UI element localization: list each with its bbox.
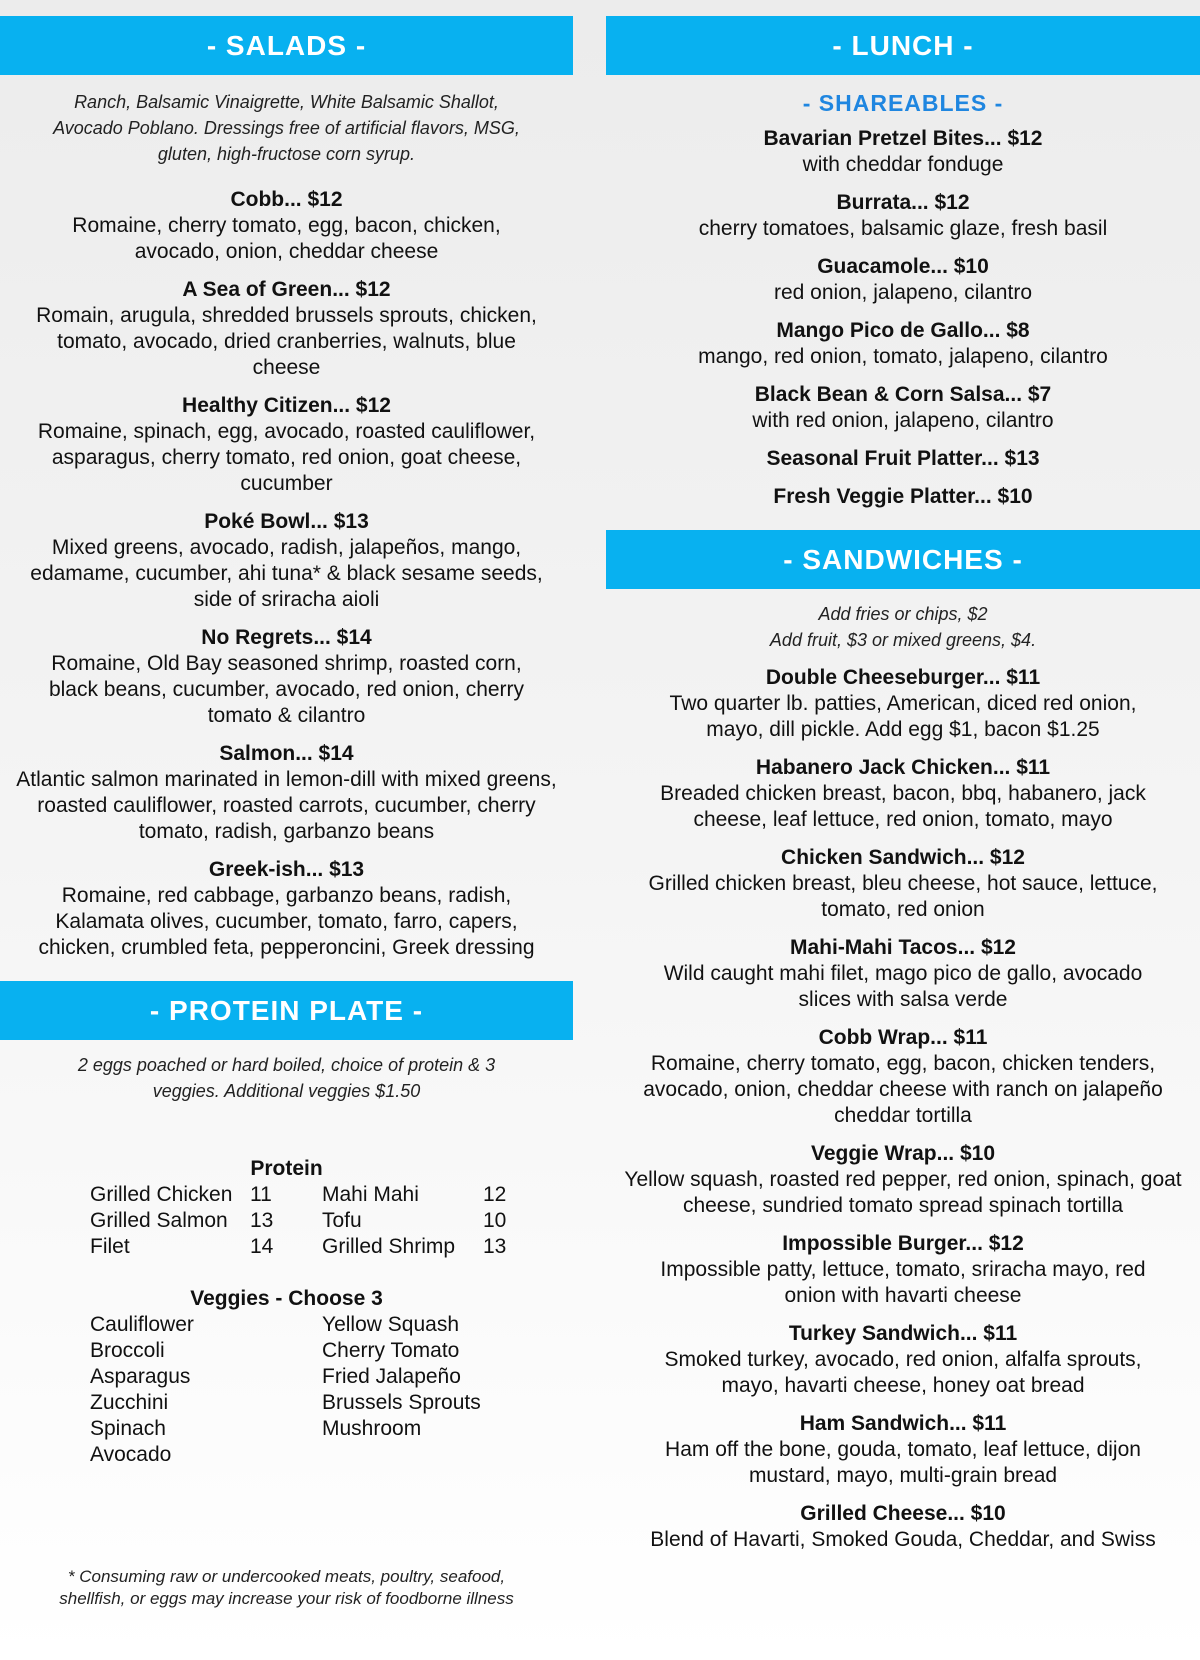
right-column (606, 0, 1200, 1553)
sandwiches-heading: - SANDWICHES - (606, 530, 1200, 589)
menu-item (0, 509, 573, 613)
veggies-title: Veggies - Choose 3 (190, 1287, 383, 1310)
protein-section (0, 1156, 573, 1260)
salads-heading: - SALADS - (0, 16, 573, 75)
sandwiches-addons-note (606, 601, 1200, 653)
veggies-column-left (90, 1312, 322, 1468)
menu-item (606, 318, 1200, 370)
shareables-subheading: - SHAREABLES - (802, 90, 1004, 116)
veggie-item: Cauliflower (90, 1313, 194, 1336)
item-description: Romaine, cherry tomato, egg, bacon, chicken tenders, avocado, onion, cheddar cheese with ranch on jalapeño cheddar tortilla (643, 1052, 1163, 1127)
item-name: A Sea of Green... $12 (182, 278, 391, 301)
menu-item (606, 1025, 1200, 1129)
protein-price: 11 (250, 1183, 272, 1206)
item-description: red onion, jalapeno, cilantro (773, 281, 1032, 304)
veggies-grid (90, 1312, 573, 1468)
item-description: Wild caught mahi filet, mago pico de gallo, avocado slices with salsa verde (663, 962, 1143, 1011)
item-name: Poké Bowl... $13 (204, 510, 369, 533)
shareables-list (606, 126, 1200, 510)
protein-plate-note: 2 eggs poached or hard boiled, choice of protein & 3 veggies. Additional veggies $1.50 (77, 1055, 496, 1101)
menu-item (0, 187, 573, 265)
addon-note-line: Add fries or chips, $2 (818, 604, 988, 624)
item-description: Romaine, cherry tomato, egg, bacon, chicken, avocado, onion, cheddar cheese (72, 214, 501, 263)
veggie-item: Fried Jalapeño (322, 1365, 461, 1388)
item-description: with red onion, jalapeno, cilantro (752, 409, 1054, 432)
item-name: Healthy Citizen... $12 (182, 394, 391, 417)
protein-row (90, 1208, 573, 1234)
item-name: Greek-ish... $13 (208, 858, 365, 881)
menu-item (606, 1321, 1200, 1399)
item-name: Seasonal Fruit Platter... $13 (766, 447, 1040, 470)
foodborne-illness-disclaimer: * Consuming raw or undercooked meats, poultry, seafood, shellfish, or eggs may increase your risk of foodborne illness (59, 1567, 514, 1608)
menu-item (606, 755, 1200, 833)
menu-item (606, 845, 1200, 923)
item-name: Burrata... $12 (836, 191, 970, 214)
item-description: Blend of Havarti, Smoked Gouda, Cheddar, and Swiss (650, 1528, 1156, 1551)
protein-name: Filet (90, 1235, 130, 1258)
protein-price: 13 (483, 1235, 507, 1258)
veggie-item: Cherry Tomato (322, 1339, 460, 1362)
item-name: Black Bean & Corn Salsa... $7 (754, 383, 1052, 406)
menu-item (606, 382, 1200, 434)
protein-name: Grilled Salmon (90, 1209, 228, 1232)
menu-item (0, 277, 573, 381)
item-name: Grilled Cheese... $10 (800, 1502, 1006, 1525)
item-name: Guacamole... $10 (817, 255, 989, 278)
item-name: Veggie Wrap... $10 (810, 1142, 996, 1165)
item-name: Salmon... $14 (219, 742, 354, 765)
protein-price: 10 (483, 1209, 507, 1232)
item-name: Cobb Wrap... $11 (818, 1026, 988, 1049)
item-description: Romaine, red cabbage, garbanzo beans, radish, Kalamata olives, cucumber, tomato, farro, capers, chicken, crumbled feta, pepperoncini, Greek dressing (38, 884, 535, 959)
item-description: Impossible patty, lettuce, tomato, sriracha mayo, red onion with havarti cheese (660, 1258, 1146, 1307)
protein-price: 12 (483, 1183, 507, 1206)
lunch-heading: - LUNCH - (606, 16, 1200, 75)
item-description: cherry tomatoes, balsamic glaze, fresh basil (698, 217, 1108, 240)
addon-note-line: Add fruit, $3 or mixed greens, $4. (769, 630, 1037, 650)
salads-list (0, 187, 573, 961)
menu-item (0, 625, 573, 729)
item-name: Turkey Sandwich... $11 (788, 1322, 1018, 1345)
item-description: Romain, arugula, shredded brussels sprouts, chicken, tomato, avocado, dried cranberries, walnuts, blue cheese (36, 304, 537, 379)
protein-row (90, 1234, 573, 1260)
item-description: Grilled chicken breast, bleu cheese, hot sauce, lettuce, tomato, red onion (648, 872, 1158, 921)
protein-price: 14 (250, 1235, 274, 1258)
item-name: Mahi-Mahi Tacos... $12 (789, 936, 1016, 959)
menu-item (606, 1231, 1200, 1309)
menu-item (606, 254, 1200, 306)
salads-dressings-note: Ranch, Balsamic Vinaigrette, White Balsamic Shallot, Avocado Poblano. Dressings free of artificial flavors, MSG, gluten, high-fructose corn syrup. (53, 92, 520, 164)
menu-item (606, 1501, 1200, 1553)
veggie-item: Yellow Squash (322, 1313, 459, 1336)
menu-item (606, 126, 1200, 178)
item-description: Breaded chicken breast, bacon, bbq, habanero, jack cheese, leaf lettuce, red onion, tomato, mayo (660, 782, 1146, 831)
menu-item (606, 1141, 1200, 1219)
item-description: Ham off the bone, gouda, tomato, leaf lettuce, dijon mustard, mayo, multi-grain bread (665, 1438, 1141, 1487)
menu-item (0, 393, 573, 497)
item-description: Mixed greens, avocado, radish, jalapeños, mango, edamame, cucumber, ahi tuna* & black sesame seeds, side of sriracha aioli (30, 536, 543, 611)
protein-name: Grilled Chicken (90, 1183, 233, 1206)
item-description: Atlantic salmon marinated in lemon-dill with mixed greens, roasted cauliflower, roasted carrots, cucumber, cherry tomato, radish, garbanzo beans (16, 768, 557, 843)
veggie-item: Zucchini (90, 1391, 169, 1414)
menu-item (606, 190, 1200, 242)
item-description: with cheddar fonduge (802, 153, 1004, 176)
protein-plate-heading: - PROTEIN PLATE - (0, 981, 573, 1040)
veggie-item: Broccoli (90, 1339, 165, 1362)
veggie-item: Asparagus (90, 1365, 191, 1388)
protein-price: 13 (250, 1209, 274, 1232)
item-name: No Regrets... $14 (201, 626, 372, 649)
protein-grid (90, 1182, 573, 1260)
sandwiches-list (606, 665, 1200, 1553)
item-description: Smoked turkey, avocado, red onion, alfalfa sprouts, mayo, havarti cheese, honey oat bread (664, 1348, 1142, 1397)
protein-name: Mahi Mahi (322, 1183, 419, 1206)
item-name: Habanero Jack Chicken... $11 (755, 756, 1051, 779)
item-name: Fresh Veggie Platter... $10 (773, 485, 1033, 508)
protein-row (90, 1182, 573, 1208)
item-name: Impossible Burger... $12 (782, 1232, 1024, 1255)
item-description: Yellow squash, roasted red pepper, red onion, spinach, goat cheese, sundried tomato spread spinach tortilla (624, 1168, 1182, 1217)
item-name: Mango Pico de Gallo... $8 (776, 319, 1030, 342)
veggie-item: Avocado (90, 1443, 172, 1466)
menu-item (606, 935, 1200, 1013)
menu-item (606, 665, 1200, 743)
item-name: Bavarian Pretzel Bites... $12 (763, 127, 1043, 150)
veggie-item: Mushroom (322, 1417, 422, 1440)
protein-name: Grilled Shrimp (322, 1235, 456, 1258)
item-name: Ham Sandwich... $11 (799, 1412, 1007, 1435)
veggies-section (0, 1286, 573, 1468)
veggie-item: Spinach (90, 1417, 166, 1440)
item-description: Romaine, Old Bay seasoned shrimp, roasted corn, black beans, cucumber, avocado, red onion, cherry tomato & cilantro (48, 652, 525, 727)
item-name: Chicken Sandwich... $12 (781, 846, 1025, 869)
veggie-item: Brussels Sprouts (322, 1391, 481, 1414)
protein-name: Tofu (322, 1209, 362, 1232)
item-description: Romaine, spinach, egg, avocado, roasted cauliflower, asparagus, cherry tomato, red onion, goat cheese, cucumber (37, 420, 536, 495)
item-name: Cobb... $12 (230, 188, 343, 211)
menu-item (606, 484, 1200, 510)
veggies-column-right (322, 1312, 554, 1468)
menu-item (0, 857, 573, 961)
item-description: Two quarter lb. patties, American, diced red onion, mayo, dill pickle. Add egg $1, bacon $1.25 (669, 692, 1137, 741)
item-description: mango, red onion, tomato, jalapeno, cilantro (698, 345, 1108, 368)
menu-item (606, 446, 1200, 472)
menu-item (606, 1411, 1200, 1489)
item-name: Double Cheeseburger... $11 (765, 666, 1041, 689)
protein-title: Protein (250, 1157, 323, 1180)
left-column (0, 0, 573, 1608)
menu-item (0, 741, 573, 845)
